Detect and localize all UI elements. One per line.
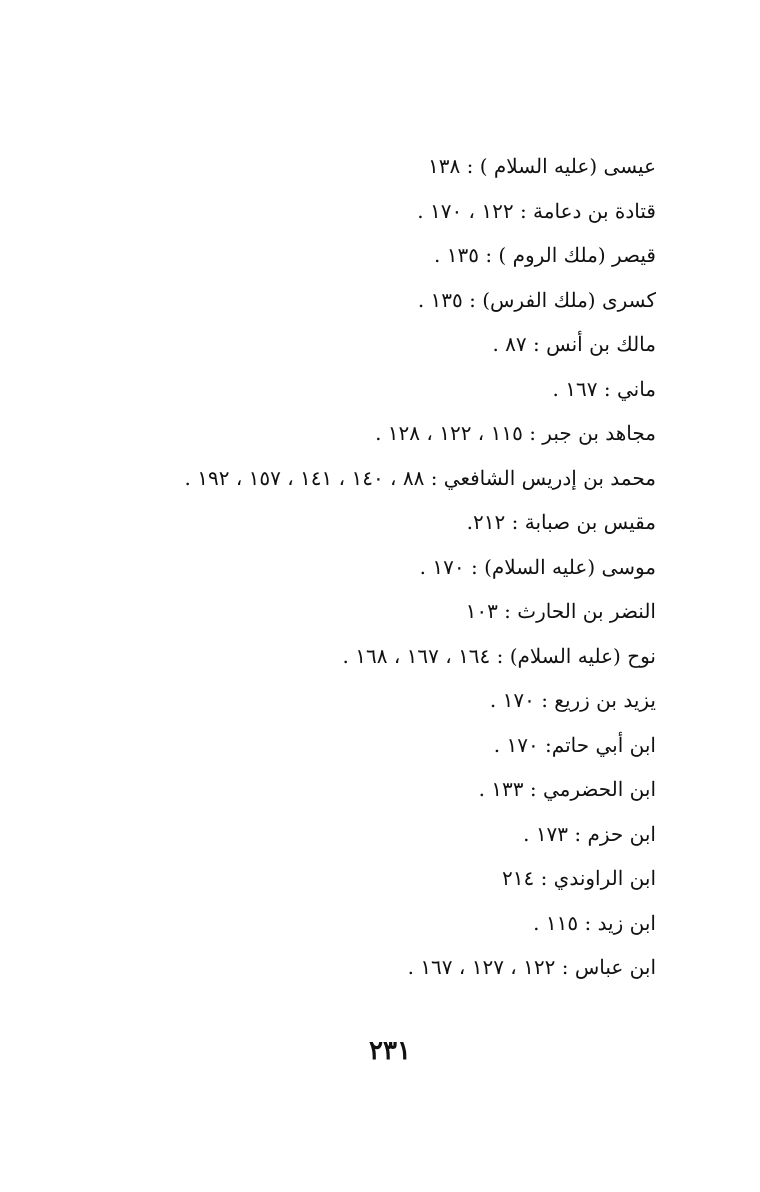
index-entry: النضر بن الحارث : ١٠٣ (465, 599, 656, 623)
index-entry: عيسى (عليه السلام ) : ١٣٨ (428, 154, 656, 178)
index-entry: ماني : ١٦٧ . (552, 376, 656, 401)
index-entry: مقيس بن صبابة : ٢١٢. (466, 510, 656, 534)
index-entry: موسى (عليه السلام) : ١٧٠ . (419, 554, 656, 579)
index-entry: يزيد بن زريع : ١٧٠ . (489, 688, 656, 712)
index-entry: ابن زيد : ١١٥ . (533, 910, 656, 935)
index-list (96, 148, 656, 994)
index-entry: ابن أبي حاتم: ١٧٠ . (493, 732, 656, 757)
index-entry: ابن الحضرمي : ١٣٣ . (478, 777, 656, 801)
index-entry: كسرى (ملك الفرس) : ١٣٥ . (417, 287, 656, 312)
index-entry: قيصر (ملك الروم ) : ١٣٥ . (434, 243, 656, 267)
index-entry: مجاهد بن جبر : ١١٥ ، ١٢٢ ، ١٢٨ . (375, 421, 656, 445)
index-entry: قتادة بن دعامة : ١٢٢ ، ١٧٠ . (417, 198, 656, 223)
page-number: ٢٣١ (369, 1036, 411, 1066)
index-entry: ابن الراوندي : ٢١٤ (501, 866, 656, 890)
index-entry: ابن حزم : ١٧٣ . (523, 821, 656, 846)
index-entry: مالك بن أنس : ٨٧ . (492, 332, 656, 356)
index-entry: محمد بن إدريس الشافعي : ٨٨ ، ١٤٠ ، ١٤١ ، ١٥٧ ، ١٩٢ . (184, 465, 656, 490)
index-entry: ابن عباس : ١٢٢ ، ١٢٧ ، ١٦٧ . (407, 955, 656, 979)
index-entry: نوح (عليه السلام) : ١٦٤ ، ١٦٧ ، ١٦٨ . (342, 643, 656, 668)
